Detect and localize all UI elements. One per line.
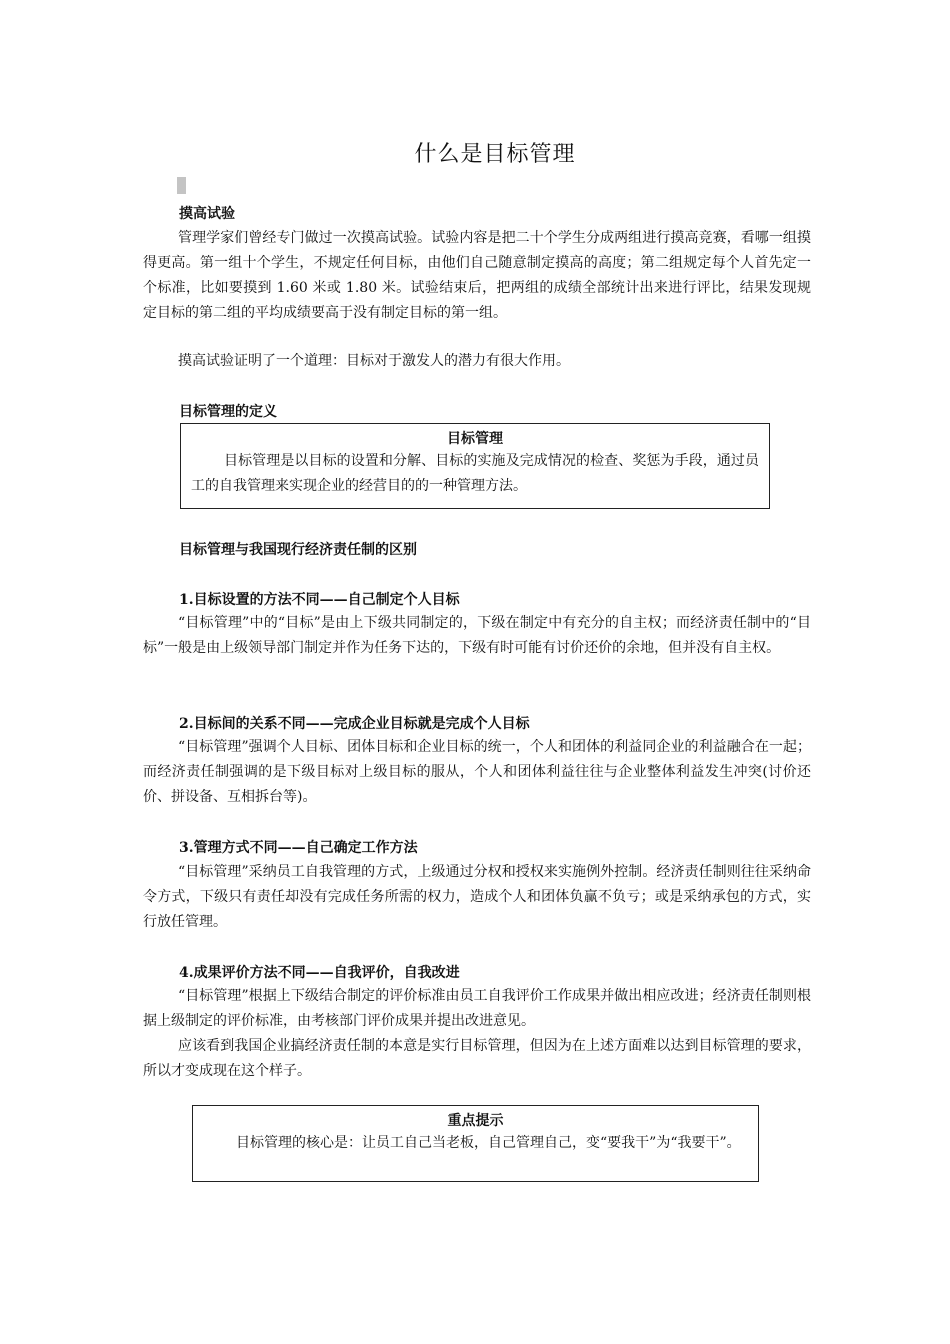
conclusion-paragraph: 应该看到我国企业搞经济责任制的本意是实行目标管理，但因为在上述方面难以达到目标管理的要求，所以才变成现在这个样子。	[143, 1038, 811, 1079]
definition-box-title: 目标管理	[447, 431, 503, 447]
difference-item-2-text: “目标管理”强调个人目标、团体目标和企业目标的统一，个人和团体的利益同企业的利益融合在一起；而经济责任制强调的是下级目标对上级目标的服从，个人和团体利益往往与企业整体利益发生冲突(讨价还价、拼设备、互相拆台等)。	[143, 739, 811, 805]
paragraph-experiment-conclusion: 摸高试验证明了一个道理：目标对于激发人的潜力有很大作用。	[178, 353, 570, 369]
key-tip-text: 目标管理的核心是：让员工自己当老板，自己管理自己，变“要我干”为“我要干”。	[236, 1135, 741, 1151]
difference-item-1-heading: 1.目标设置的方法不同——自己制定个人目标	[179, 592, 460, 608]
section-heading-difference: 目标管理与我国现行经济责任制的区别	[179, 542, 417, 558]
difference-item-2-heading: 2.目标间的关系不同——完成企业目标就是完成个人目标	[179, 716, 530, 732]
section-heading-high-jump: 摸高试验	[179, 206, 235, 222]
key-tip-title: 重点提示	[447, 1113, 504, 1129]
section-marker	[177, 177, 186, 194]
section-heading-definition: 目标管理的定义	[179, 404, 277, 420]
definition-box-text: 目标管理是以目标的设置和分解、目标的实施及完成情况的检查、奖惩为手段，通过员工的自我管理来实现企业的经营目的的一种管理方法。	[191, 453, 759, 494]
difference-item-1-text: “目标管理”中的“目标”是由上下级共同制定的，下级在制定中有充分的自主权；而经济责任制中的“目标”一般是由上级领导部门制定并作为任务下达的，下级有时可能有讨价还价的余地，但并没有自主权。	[143, 615, 811, 656]
key-tip-box	[192, 1105, 759, 1182]
definition-box	[180, 423, 770, 509]
paragraph-experiment: 管理学家们曾经专门做过一次摸高试验。试验内容是把二十个学生分成两组进行摸高竞赛，看哪一组摸得更高。第一组十个学生，不规定任何目标，由他们自己随意制定摸高的高度；第二组规定每个人首先定一个标准，比如要摸到 1.60 米或 1.80 米。试验结束后，把两组的成绩全部统计出来进行评比，结果发现规定目标的第二组的平均成绩要高于没有制定目标的第一组。	[143, 230, 811, 321]
difference-item-4-text: “目标管理”根据上下级结合制定的评价标准由员工自我评价工作成果并做出相应改进；经济责任制则根据上级制定的评价标准，由考核部门评价成果并提出改进意见。	[143, 988, 811, 1029]
difference-item-3-heading: 3.管理方式不同——自己确定工作方法	[179, 840, 418, 856]
difference-item-3-text: “目标管理”采纳员工自我管理的方式，上级通过分权和授权来实施例外控制。经济责任制则往往采纳命令方式，下级只有责任却没有完成任务所需的权力，造成个人和团体负赢不负亏；或是采纳承包的方式，实行放任管理。	[143, 864, 811, 930]
page-title: 什么是目标管理	[414, 142, 576, 167]
difference-item-4-heading: 4.成果评价方法不同——自我评价，自我改进	[179, 965, 460, 981]
